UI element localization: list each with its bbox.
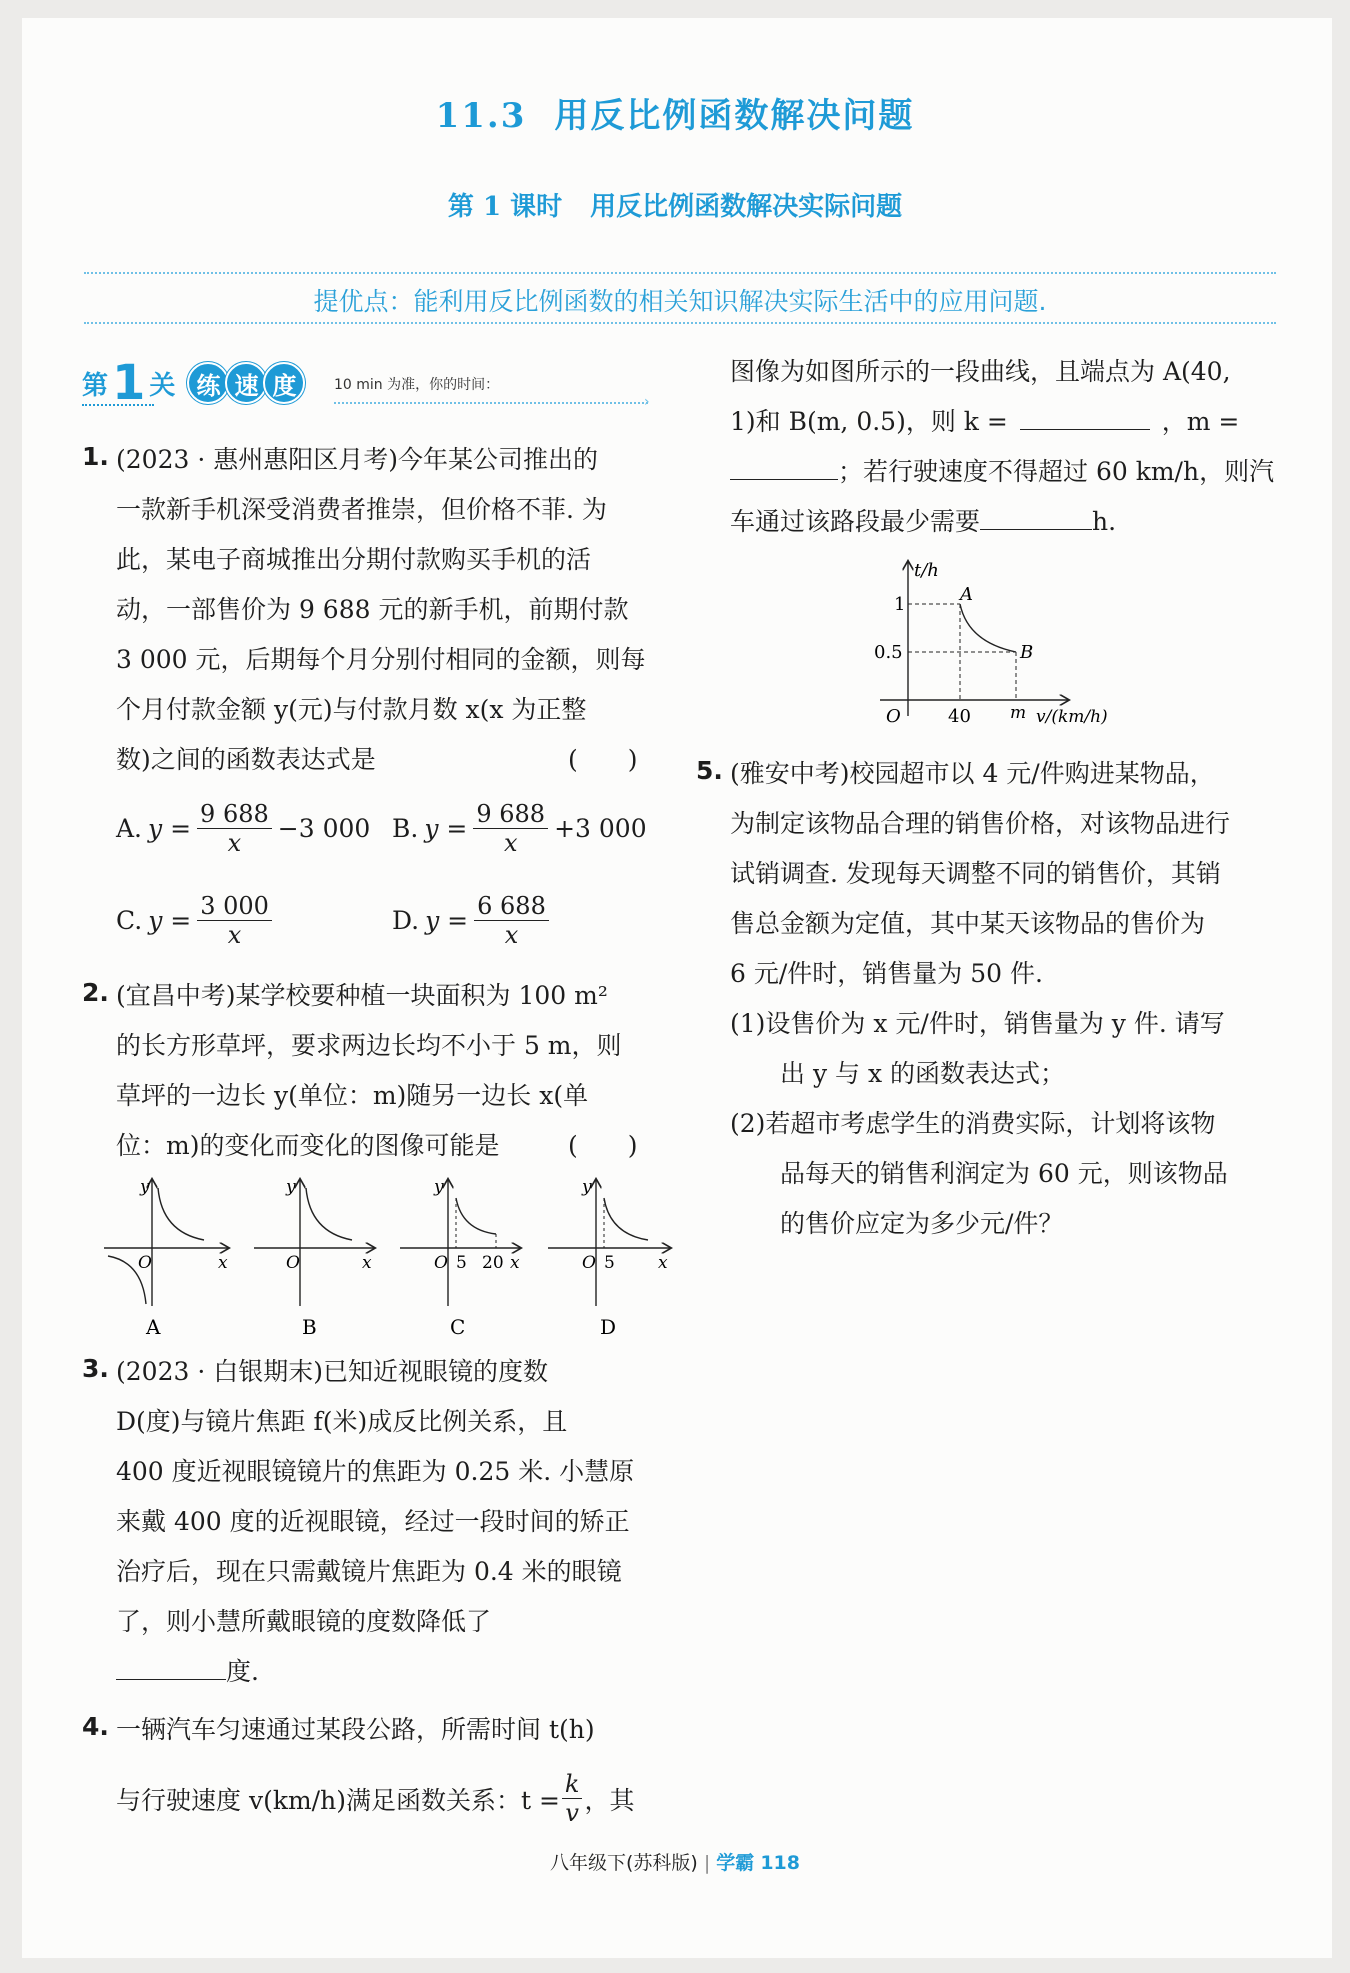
q4-right-line-3 [730,452,1274,488]
q4-graph-point-b: B [1020,642,1034,663]
graph-d-curve [604,1198,648,1240]
tip-text: 提优点：能利用反比例函数的相关知识解决实际生活中的应用问题. [313,287,1047,316]
section-guan: 关 [149,370,176,401]
option-a-fraction [197,800,272,857]
q2-line-1: (宜昌中考)某学校要种植一块面积为 100 m² [116,981,608,1010]
option-a-num: 9 688 [197,800,272,829]
q1-line-4: 动，一部售价为 9 688 元的新手机，前期付款 [116,595,629,624]
option-c-den: x [227,921,242,949]
q4-graph-origin: O [886,706,901,727]
q4-k-blank[interactable] [1020,402,1150,430]
footer-brand: 学霸 [716,1852,755,1874]
section-number: 1 [112,355,146,411]
q5-line-3: 试销调查. 发现每天调整不同的销售价，其销 [730,859,1221,888]
graph-a-label: A [146,1315,161,1339]
q5-sub2-line-3: 的售价应定为多少元/件？ [780,1209,1064,1238]
q4-graph-tick-40: 40 [948,706,971,727]
q4-right-line-4 [730,502,1116,538]
badge-char-2: 速 [225,362,267,404]
q4-right-line-2 [730,402,1239,438]
q4-time-blank[interactable] [980,502,1092,530]
graph-b-o: O [286,1253,300,1273]
q5-number: 5. [696,756,723,785]
footer-grade: 八年级下(苏科版) [550,1852,698,1874]
graph-b-x: x [362,1253,372,1273]
option-d-num: 6 688 [474,892,549,921]
q4-right-line-1: 图像为如图所示的一段曲线，且端点为 A(40, [730,357,1231,386]
option-b-fraction [473,800,548,857]
q1-line-3: 此，某电子商城推出分期付款购买手机的活 [116,545,592,574]
graph-c-x: x [510,1253,520,1273]
badge-char-3: 度 [263,362,305,404]
option-d-lhs: y = [425,906,469,935]
lesson-title-text: 用反比例函数解决实际问题 [590,192,903,222]
graph-a-y: y [140,1177,150,1197]
q4-time-text: 车通过该路段最少需要 [730,507,981,536]
q4-line-2-post: ，其 [584,1785,635,1815]
graph-d-o: O [582,1253,596,1273]
q3-line-6: 了，则小慧所戴眼镜的度数降低了 [116,1607,492,1636]
time-note: 10 min 为准，你的时间： [334,377,500,393]
graph-d-tick-5: 5 [604,1253,615,1273]
graph-c-label: C [450,1315,466,1339]
lesson-title [0,186,1350,223]
q5-line-1: (雅安中考)校园超市以 4 元/件购进某物品， [730,759,1215,788]
q5-sub2-line-2: 品每天的销售利润定为 60 元，则该物品 [780,1159,1228,1188]
q3-line-3: 400 度近视眼镜镜片的焦距为 0.25 米. 小慧原 [116,1457,635,1486]
graph-d [548,1177,670,1339]
q1-number: 1. [82,442,109,471]
option-a-den: x [227,829,242,857]
graph-c-curve [456,1198,496,1234]
page-footer [0,1848,1350,1875]
option-b-lhs: y = [424,814,468,843]
q1-answer-paren: ( ) [568,745,638,774]
arrow-icon: › [644,394,650,410]
tip-border-bottom [84,322,1276,324]
option-d-fraction [474,892,549,949]
q1-option-c [116,892,272,949]
q3-line-1: (2023 · 白银期末)已知近视眼镜的度数 [116,1357,548,1386]
q4-fraction [562,1770,583,1827]
q5-sub1-line-1: (1)设售价为 x 元/件时，销售量为 y 件. 请写 [730,1009,1225,1038]
option-c-lhs: y = [148,906,192,935]
q3-number: 3. [82,1354,109,1383]
q4-graph-tick-m: m [1010,703,1027,723]
option-d-den: x [504,921,519,949]
graph-b-y: y [286,1177,296,1197]
q4-number: 4. [82,1712,109,1741]
q2-number: 2. [82,978,109,1007]
option-c-num: 3 000 [197,892,272,921]
q2-line-4: 位：m)的变化而变化的图像可能是 [116,1131,500,1160]
graph-c-o: O [434,1253,448,1273]
graph-c-tick-20: 20 [482,1253,504,1273]
q4-line-1: 一辆汽车匀速通过某段公路，所需时间 t(h) [116,1715,595,1744]
chapter-title [0,88,1350,137]
option-d-label: D. [392,906,420,935]
graph-b [254,1177,374,1339]
graph-b-label: B [302,1315,317,1339]
q3-answer-blank[interactable] [116,1652,226,1680]
q3-line-5: 治疗后，现在只需戴镜片焦距为 0.4 米的眼镜 [116,1557,622,1586]
option-b-label: B. [392,814,419,843]
chapter-title-text: 用反比例函数解决问题 [554,96,915,136]
q5-sub1-line-2: 出 y 与 x 的函数表达式； [780,1059,1066,1088]
q4-m-label: ，m = [1161,407,1240,436]
q1-line-6: 个月付款金额 y(元)与付款月数 x(x 为正整 [116,695,587,724]
graph-d-x: x [658,1253,668,1273]
option-a-lhs: y = [148,814,192,843]
section-header [82,355,301,411]
q5-sub2-line-1: (2)若超市考虑学生的消费实际，计划将该物 [730,1109,1216,1138]
option-b-num: 9 688 [473,800,548,829]
graph-a [104,1177,228,1339]
q4-k-label: 1)和 B(m, 0.5)，则 k = [730,407,1008,436]
q1-option-b [392,800,647,857]
option-b-tail: +3 000 [554,814,647,843]
option-a-label: A. [116,814,143,843]
chapter-number: 11.3 [435,96,527,136]
lesson-label: 第 1 课时 [447,192,563,222]
q5-line-4: 售总金额为定值，其中某天该物品的售价为 [730,909,1206,938]
option-c-label: C. [116,906,143,935]
footer-divider: | [703,1852,711,1874]
q3-line-4: 来戴 400 度的近视眼镜，经过一段时间的矫正 [116,1507,630,1536]
q4-frac-den: v [565,1799,579,1827]
section-underline [82,404,154,406]
q1-line-7: 数)之间的函数表达式是 [116,745,376,774]
graph-a-x: x [218,1253,228,1273]
q3-line-7 [116,1652,259,1688]
q1-option-d [392,892,549,949]
graph-a-o: O [138,1253,152,1273]
q1-option-a [116,800,370,857]
q4-line-2 [116,1770,634,1827]
q3-tail: 度. [226,1657,259,1686]
graph-c-y: y [434,1177,444,1197]
q1-line-1: (2023 · 惠州惠阳区月考)今年某公司推出的 [116,445,598,474]
q4-frac-num: k [562,1770,583,1799]
q4-graph-point-a: A [960,584,973,605]
q2-graphs [100,1176,680,1340]
option-c-fraction [197,892,272,949]
section-di: 第 [82,370,109,401]
q3-line-2: D(度)与镜片焦距 f(米)成反比例关系，且 [116,1407,568,1436]
graph-b-curve [306,1188,352,1240]
q4-graph [860,556,1140,732]
tip-border-top [84,272,1276,274]
q4-speed-text: ；若行驶速度不得超过 60 km/h，则汽 [838,457,1275,486]
q4-curve [960,604,1016,652]
q2-line-3: 草坪的一边长 y(单位：m)随另一边长 x(单 [116,1081,589,1110]
graph-d-y: y [582,1177,592,1197]
q5-line-5: 6 元/件时，销售量为 50 件. [730,959,1043,988]
q4-line-2-pre: 与行驶速度 v(km/h)满足函数关系：t = [116,1785,560,1815]
option-a-tail: −3 000 [277,814,371,843]
graph-a-curve-1 [158,1188,204,1240]
q1-line-2: 一款新手机深受消费者推崇，但价格不菲. 为 [116,495,607,524]
q1-line-5: 3 000 元，后期每个月分别付相同的金额，则每 [116,645,646,674]
graph-c-tick-5: 5 [456,1253,467,1273]
time-dots [334,402,648,404]
q2-answer-paren: ( ) [568,1131,638,1160]
q4-graph-tick-1: 1 [894,594,906,615]
badge-char-1: 练 [187,362,229,404]
q4-graph-tick-05: 0.5 [874,642,903,663]
speed-badge [187,362,301,404]
q4-graph-x-label: v/(km/h) [1036,707,1108,727]
q4-graph-y-label: t/h [914,560,939,581]
graph-c [400,1177,520,1339]
page-number: 118 [760,1852,800,1874]
option-b-den: x [503,829,518,857]
q4-m-blank[interactable] [730,452,838,480]
graph-d-label: D [600,1315,617,1339]
q5-line-2: 为制定该物品合理的销售价格，对该物品进行 [730,809,1231,838]
q2-line-2: 的长方形草坪，要求两边长均不小于 5 m，则 [116,1031,622,1060]
q4-time-unit: h. [1092,507,1117,536]
